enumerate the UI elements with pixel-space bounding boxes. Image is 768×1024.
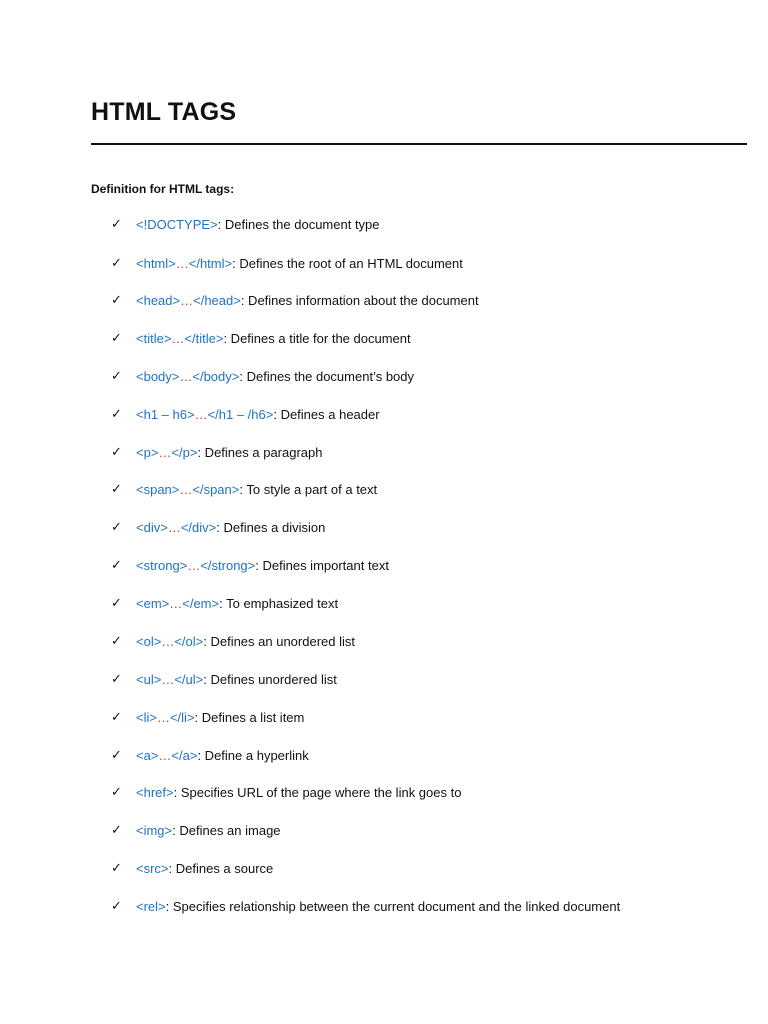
ellipsis: …	[167, 519, 181, 535]
open-tag: <strong>	[136, 557, 188, 573]
intro-text: Definition for HTML tags:	[91, 182, 235, 196]
list-item	[111, 516, 711, 538]
check-icon: ✓	[111, 368, 122, 384]
open-tag: <src>	[136, 860, 169, 876]
list-item	[111, 365, 711, 387]
definition-text: : Defines the root of an HTML document	[232, 255, 463, 271]
close-tag: </div>	[180, 519, 217, 535]
open-tag: <ul>	[136, 671, 162, 687]
open-tag: <rel>	[136, 898, 166, 914]
list-item	[111, 403, 711, 425]
check-icon: ✓	[111, 481, 122, 497]
close-tag: </ul>	[174, 671, 204, 687]
close-tag: </title>	[184, 330, 224, 346]
definition-text: : Specifies relationship between the current document and the linked document	[165, 898, 621, 914]
close-tag: </head>	[193, 292, 241, 308]
list-item	[111, 744, 711, 766]
definition-text: : Defines information about the document	[240, 292, 479, 308]
definition-text: : Defines the document type	[217, 216, 380, 232]
ellipsis: …	[171, 330, 185, 346]
list-item	[111, 668, 711, 690]
open-tag: <h1 – h6>	[136, 406, 195, 422]
open-tag: <span>	[136, 481, 180, 497]
check-icon: ✓	[111, 633, 122, 649]
list-item	[111, 441, 711, 463]
check-icon: ✓	[111, 519, 122, 535]
ellipsis: …	[194, 406, 208, 422]
definition-text: : Defines a division	[216, 519, 326, 535]
check-icon: ✓	[111, 406, 122, 422]
definition-text: : Define a hyperlink	[197, 747, 309, 763]
close-tag: </html>	[188, 255, 233, 271]
close-tag: </h1 – /h6>	[207, 406, 274, 422]
open-tag: <ol>	[136, 633, 162, 649]
list-item	[111, 630, 711, 652]
close-tag: </p>	[171, 444, 198, 460]
definition-text: : Defines unordered list	[203, 671, 337, 687]
list-item	[111, 554, 711, 576]
list-item	[111, 857, 711, 879]
definition-text: : Defines an image	[172, 822, 281, 838]
list-item	[111, 895, 711, 917]
list-item	[111, 327, 711, 349]
open-tag: <a>	[136, 747, 159, 763]
ellipsis: …	[187, 557, 201, 573]
definition-text: : Specifies URL of the page where the link goes to	[173, 784, 462, 800]
open-tag: <title>	[136, 330, 172, 346]
list-item	[111, 592, 711, 614]
definition-text: : To style a part of a text	[239, 481, 378, 497]
definition-text: : Defines a source	[168, 860, 274, 876]
open-tag: <div>	[136, 519, 168, 535]
ellipsis: …	[175, 255, 189, 271]
check-icon: ✓	[111, 255, 122, 271]
check-icon: ✓	[111, 709, 122, 725]
list-item	[111, 289, 711, 311]
close-tag: </body>	[192, 368, 240, 384]
check-icon: ✓	[111, 784, 122, 800]
open-tag: <li>	[136, 709, 157, 725]
open-tag: <body>	[136, 368, 180, 384]
definition-text: : Defines a list item	[194, 709, 305, 725]
list-item	[111, 213, 711, 235]
ellipsis: …	[169, 595, 183, 611]
open-tag: <!DOCTYPE>	[136, 216, 218, 232]
ellipsis: …	[179, 368, 193, 384]
definition-text: : Defines a paragraph	[197, 444, 323, 460]
ellipsis: …	[161, 671, 175, 687]
close-tag: </li>	[169, 709, 195, 725]
list-item	[111, 252, 711, 274]
definition-text: : Defines important text	[255, 557, 389, 573]
close-tag: </strong>	[200, 557, 256, 573]
definition-text: : Defines the document’s body	[239, 368, 415, 384]
ellipsis: …	[161, 633, 175, 649]
open-tag: <img>	[136, 822, 173, 838]
definition-text: : To emphasized text	[219, 595, 339, 611]
open-tag: <html>	[136, 255, 176, 271]
ellipsis: …	[158, 444, 172, 460]
definition-text: : Defines a header	[273, 406, 380, 422]
definition-text: : Defines an unordered list	[203, 633, 355, 649]
close-tag: </ol>	[174, 633, 204, 649]
check-icon: ✓	[111, 444, 122, 460]
check-icon: ✓	[111, 747, 122, 763]
close-tag: </em>	[182, 595, 220, 611]
ellipsis: …	[180, 292, 194, 308]
list-item	[111, 781, 711, 803]
close-tag: </a>	[171, 747, 198, 763]
ellipsis: …	[156, 709, 170, 725]
title-divider	[91, 143, 747, 145]
open-tag: <em>	[136, 595, 170, 611]
page-title: HTML TAGS	[91, 98, 237, 126]
check-icon: ✓	[111, 330, 122, 346]
list-item	[111, 706, 711, 728]
open-tag: <head>	[136, 292, 181, 308]
check-icon: ✓	[111, 671, 122, 687]
close-tag: </span>	[192, 481, 240, 497]
check-icon: ✓	[111, 216, 122, 232]
definition-text: : Defines a title for the document	[223, 330, 411, 346]
open-tag: <href>	[136, 784, 174, 800]
open-tag: <p>	[136, 444, 159, 460]
list-item	[111, 819, 711, 841]
ellipsis: …	[158, 747, 172, 763]
check-icon: ✓	[111, 822, 122, 838]
check-icon: ✓	[111, 557, 122, 573]
list-item	[111, 478, 711, 500]
check-icon: ✓	[111, 860, 122, 876]
check-icon: ✓	[111, 292, 122, 308]
ellipsis: …	[179, 481, 193, 497]
check-icon: ✓	[111, 595, 122, 611]
check-icon: ✓	[111, 898, 122, 914]
